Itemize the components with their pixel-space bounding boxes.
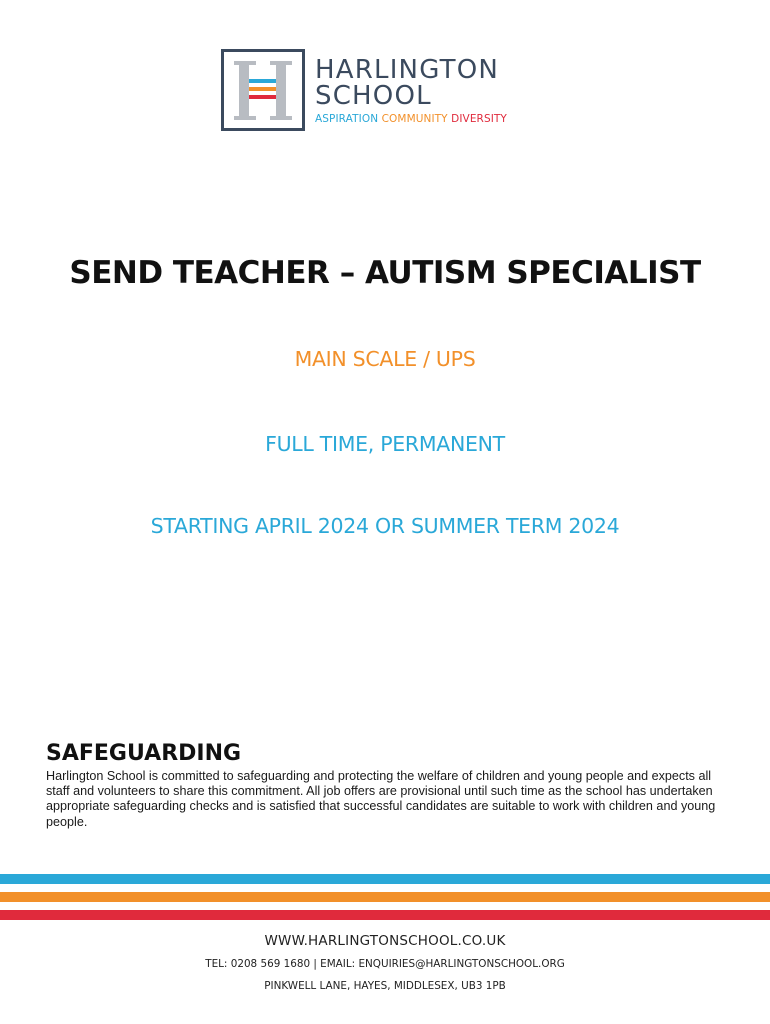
logo-emblem (221, 49, 305, 131)
footer-website-link[interactable]: WWW.HARLINGTONSCHOOL.CO.UK (264, 933, 506, 949)
logo-wordmark (315, 57, 507, 125)
safeguarding-heading: SAFEGUARDING (46, 741, 242, 766)
safeguarding-body: Harlington School is committed to safeguarding and protecting the welfare of children and young people and expects all staff and volunteers to share this commitment. All job offers are provisional until such time as the school has undertaken appropriate safeguarding checks and is satisfied that successful candidates are suitable to work with children and young people. (46, 769, 716, 829)
orange-stripe (0, 892, 770, 902)
pay-scale: MAIN SCALE / UPS (294, 347, 476, 371)
logo-name-line2: SCHOOL (315, 81, 432, 111)
school-logo (221, 49, 551, 135)
job-title: SEND TEACHER – AUTISM SPECIALIST (69, 255, 701, 291)
h-letter-icon (224, 52, 302, 128)
red-stripe (0, 910, 770, 920)
start-date: STARTING APRIL 2024 OR SUMMER TERM 2024 (150, 514, 620, 538)
logo-name-line1: HARLINGTON (315, 55, 500, 85)
logo-tagline (315, 113, 507, 125)
footer-contact: TEL: 0208 569 1680 | EMAIL: ENQUIRIES@HARLINGTONSCHOOL.ORG (205, 958, 565, 970)
contract-type: FULL TIME, PERMANENT (265, 432, 505, 456)
tagline-diversity: DIVERSITY (451, 113, 507, 125)
blue-stripe (0, 874, 770, 884)
tagline-community: COMMUNITY (381, 113, 448, 125)
footer-address: PINKWELL LANE, HAYES, MIDDLESEX, UB3 1PB (264, 980, 506, 992)
tagline-aspiration: ASPIRATION (315, 113, 379, 125)
